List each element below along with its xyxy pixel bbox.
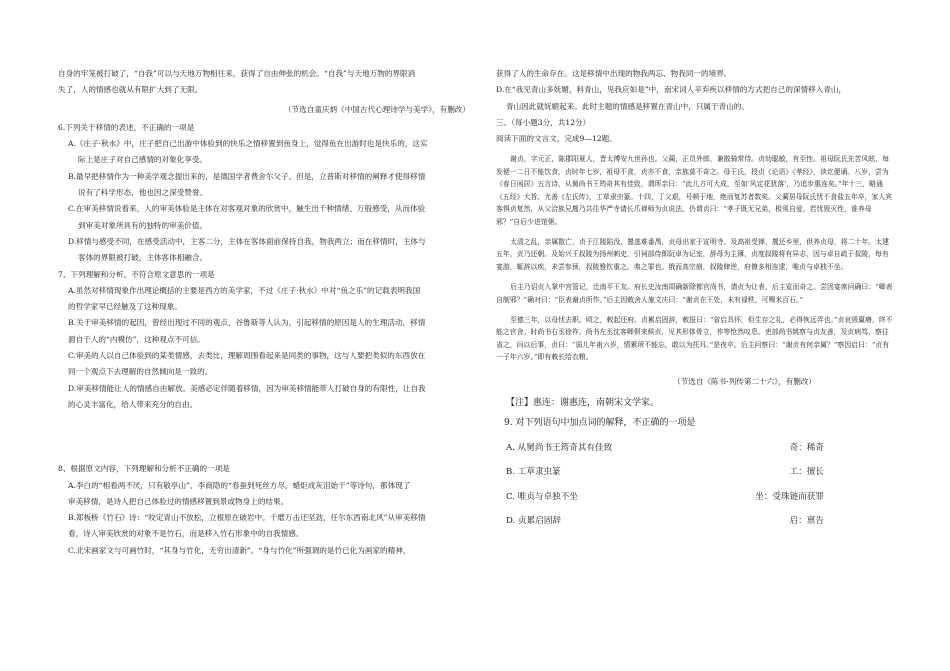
q9-option-b bbox=[496, 460, 894, 485]
classical-passage-paragraph: 谢贞，字元正，陈郡阳夏人，晋太傅安九世孙也。父蔺，正员外郎，兼散骑常侍。贞幼聪敏，有至性。祖母阮氏先苦风眩，每发便一二日不能饮食，贞时年七岁，祖母不食，贞亦不食，亲族莫不奇之。母王氏，授贞《论语》《孝经》，读讫便诵。八岁，尝为《春日闲居》五言诗，从舅尚书王筠奇其有佳致，谓所亲曰：“此儿方可大成，至如‘风定花犹落’，乃追步惠连矣。”年十三，略通《五经》大旨。尤善《左氏传》，工草隶虫篆。十四，丁父艰，号顿于地，绝而复苏者数矣。父蔺居母阮氏忧不食盐五年卒，家人宾客惧贞复然，从父洽族兄暠乃共往华严寺请长爪禅师为贞说法。仍谓贞曰：“孝子既无兄弟，极须自爱，若忧毁灭性，谁养母邪？”自后少进馆粥。 bbox=[496, 155, 893, 226]
q9-option-gloss: 工：擅长 bbox=[789, 467, 824, 478]
q9-option-sentence: C. 唯贞与卓独不坐 bbox=[506, 491, 578, 502]
q6-option-c: C.在审美移情说看来，人的审美体验是主体在对客观对象的欣赏中，触生出千种情绪、万般感受，从而体验 bbox=[68, 204, 426, 214]
q7-option-b-cont: 源自于人的“内模仿”，这种观点不可信。 bbox=[68, 334, 205, 344]
q6-option-a-cont: 际上是庄子对自己感情的对象化享受。 bbox=[78, 155, 208, 165]
q6-option-b: B.最早把移情作为一种美学观念提出来的，是德国学者费舍尔父子。但是，立普斯对移情的阐释才使得移情 bbox=[68, 171, 426, 181]
q8-option-b: B.郑板桥《竹石》诗：“咬定青山不放松，立根原在破岩中。千磨万击还坚劲，任尔东西南北风”从审美移情 bbox=[68, 513, 426, 523]
q9-option-sentence: A. 从舅尚书王筠奇其有佳致 bbox=[506, 442, 613, 453]
question-8-stem: 8、根据原文内容，下列理解和分析不正确的一项是 bbox=[58, 464, 230, 474]
q7-option-b: B.关于审美移情的起因，曾经出现过不同的观点，谷鲁斯等人认为，引起移情的原因是人的生理活动，移情 bbox=[68, 318, 426, 328]
reading-instruction: 阅读下面的文言文，完成9—12题。 bbox=[496, 134, 617, 144]
q8-option-a-cont: 审美移情，是诗人把自己体验过的情感移置到景或物身上的结果。 bbox=[68, 496, 289, 506]
q9-option-gloss: 坐：受珠链而获罪 bbox=[755, 491, 824, 502]
q9-option-gloss: 奇：稀奇 bbox=[789, 442, 824, 453]
q7-option-c-cont: 同一个观点下去理解的自然倾向是一致的。 bbox=[68, 367, 213, 377]
source-citation: （节选自童庆炳《中国古代心理诗学与美学》，有删改） bbox=[283, 104, 470, 114]
q9-option-d bbox=[496, 509, 894, 534]
q6-option-a: A.《庄子·秋水》中，庄子把自己出游中体验到的快乐之情移置到鱼身上，觉得鱼在出游时也是快乐的，这实 bbox=[68, 139, 428, 149]
q6-option-b-cont: 说有了科学形态，他也因之深受赞誉。 bbox=[78, 188, 208, 198]
left-column bbox=[58, 66, 470, 559]
q9-option-c bbox=[496, 485, 894, 510]
q7-option-a: A.虽然对移情现象作出理论概括的主要是西方的美学家，不过《庄子·秋水》中对“鱼之乐”的记载表明我国 bbox=[68, 285, 421, 295]
source-citation: （节选自《陈书·列传第二十六》，有删改） bbox=[673, 376, 816, 386]
q9-option-gloss: 启：禀告 bbox=[789, 516, 824, 527]
q8-option-c: C.北宋画家文与可画竹时，“其身与竹化，无穷出清新”。“身与竹化”所强调的是竹已化为画家的精神， bbox=[68, 545, 411, 555]
right-column bbox=[496, 66, 894, 534]
section-heading: 三、（每小题3分，共12分） bbox=[496, 117, 591, 127]
q6-option-d-cont: 客体的界限被打破，主体客体相融合。 bbox=[78, 253, 208, 263]
q9-option-sentence: B. 工草隶虫篆 bbox=[506, 467, 561, 478]
q8-option-d: D.在“我见青山多妩媚，料青山，见我应如是”中，南宋词人辛弃疾以移情的方式把自己的深情移入青山， bbox=[496, 85, 847, 95]
intro-line: 自身的牢笼被打破了，“自我”可以与天地万物相往来，获得了自由伸张的机会。“自我”与天地万物的界限消 bbox=[58, 69, 416, 78]
q9-option-a bbox=[496, 436, 894, 461]
question-9-stem: 9. 对下列语句中加点词的解释，不正确的一项是 bbox=[504, 417, 696, 428]
q6-option-c-cont: 到审美对象所具有的独特的审美价值。 bbox=[78, 220, 208, 230]
q8-option-d-cont: 青山因此就妩媚起来。此时主题的情感是移置在青山中，只属于青山的。 bbox=[506, 101, 749, 111]
q9-option-sentence: D. 贞累启固辞 bbox=[506, 516, 562, 527]
intro-line: 失了，人的情感也就从有限扩大到了无限。 bbox=[58, 85, 203, 95]
classical-passage-paragraph: 至德三年，以母忧去职。顷之，敕起还府。贞累启固辞，敕报曰：“省启具怀，但生存之礼，必得恢远弄也。”贞哀毁羸瘠，终不能之官舍。时尚书右丞徐祚、尚书左丞沈客卿俱来候贞，见其形体骨立，祚等怆然叹息。吏部尚书姚察与贞友善，及贞病笃，察往省之，问以后事，贞曰：“弱儿年甫六岁，情累所不能忘，敢以为托耳。”是夜卒。后主问察曰：“谢贞有何亲属？”察因启曰：“贞有一子年六岁。”即有敕长给衣粮。 bbox=[496, 315, 893, 362]
q7-option-c: C.审美的人以自己体验到的某类情感，去类比，理解周围看起来是同类的事物，这与人要把类似的东西放在 bbox=[68, 351, 426, 361]
question-6-stem: 6.下列关于移情的表述，不正确的一项是 bbox=[58, 122, 195, 132]
q8-option-c-cont: 获得了人的生命存在。这是移情中出现的物我两忘、物我同一的境界。 bbox=[496, 69, 732, 78]
q8-option-a: A.李白的“相看两不厌，只有敬亭山”、李商隐的“春蚕到死丝方尽，蜡炬成灰泪始干”等诗句，都体现了 bbox=[68, 480, 411, 490]
q6-option-d: D.移情与感受不同，在感受活动中，主客二分，主体在客体面前保持自我，物我两立；而在移情时，主体与 bbox=[68, 236, 426, 246]
question-7-stem: 7、下列理解和分析，不符合原文意思的一项是 bbox=[58, 269, 215, 279]
annotation-note: 【注】惠连：谢惠连，南朝宋文学家。 bbox=[506, 397, 660, 408]
spacer bbox=[58, 413, 470, 461]
classical-passage-paragraph: 太清之乱，亲属散亡，贞于江陵陷没，暠逃难番禺，贞母出家于宣明寺。及高祖受禅，暠还乡里，供养贞母，将二十年。太建五年，贞乃还朝。及始兴王叔陵为扬州刺史，引祠部侍郎阮卓为记室，辞母为主簿，贞度叔陵将有异志，因与卓自疏于叔陵，每有宴游，辄辞以疾，未尝参预，叔陵雅钦重之，弗之罪也。俄而高宗崩，叔陵肆逆，府僚多相连逮，唯贞与卓独不坐。 bbox=[496, 237, 889, 271]
q7-option-a-cont: 的哲学家早已经触及了这种现象。 bbox=[68, 302, 182, 312]
q7-option-d: D.审美移情能让人的情感自由解放。美感必定伴随着移情，因为审美移情能带人打破自身的有限性，让自我 bbox=[68, 383, 426, 393]
q8-option-b-cont: 看，诗人审美欣赏的对象不是竹石，而是移入竹石形象中的自我情感。 bbox=[68, 529, 304, 539]
q7-option-d-cont: 的心灵丰富化，给人带来充分的自由。 bbox=[68, 399, 198, 409]
classical-passage-paragraph: 后主乃诏贞入掌中宫管记，迁南平王友。府长史汝南周确新除都官尚书，请贞为让表，后主览而奇之。尝因宴席问确曰：“卿表自制邪？”确对曰：“臣表谢贞所作。”后主因敕舍人施文庆曰：“谢贞在王处，未有禄秩，可赐米百石。” bbox=[496, 283, 893, 304]
